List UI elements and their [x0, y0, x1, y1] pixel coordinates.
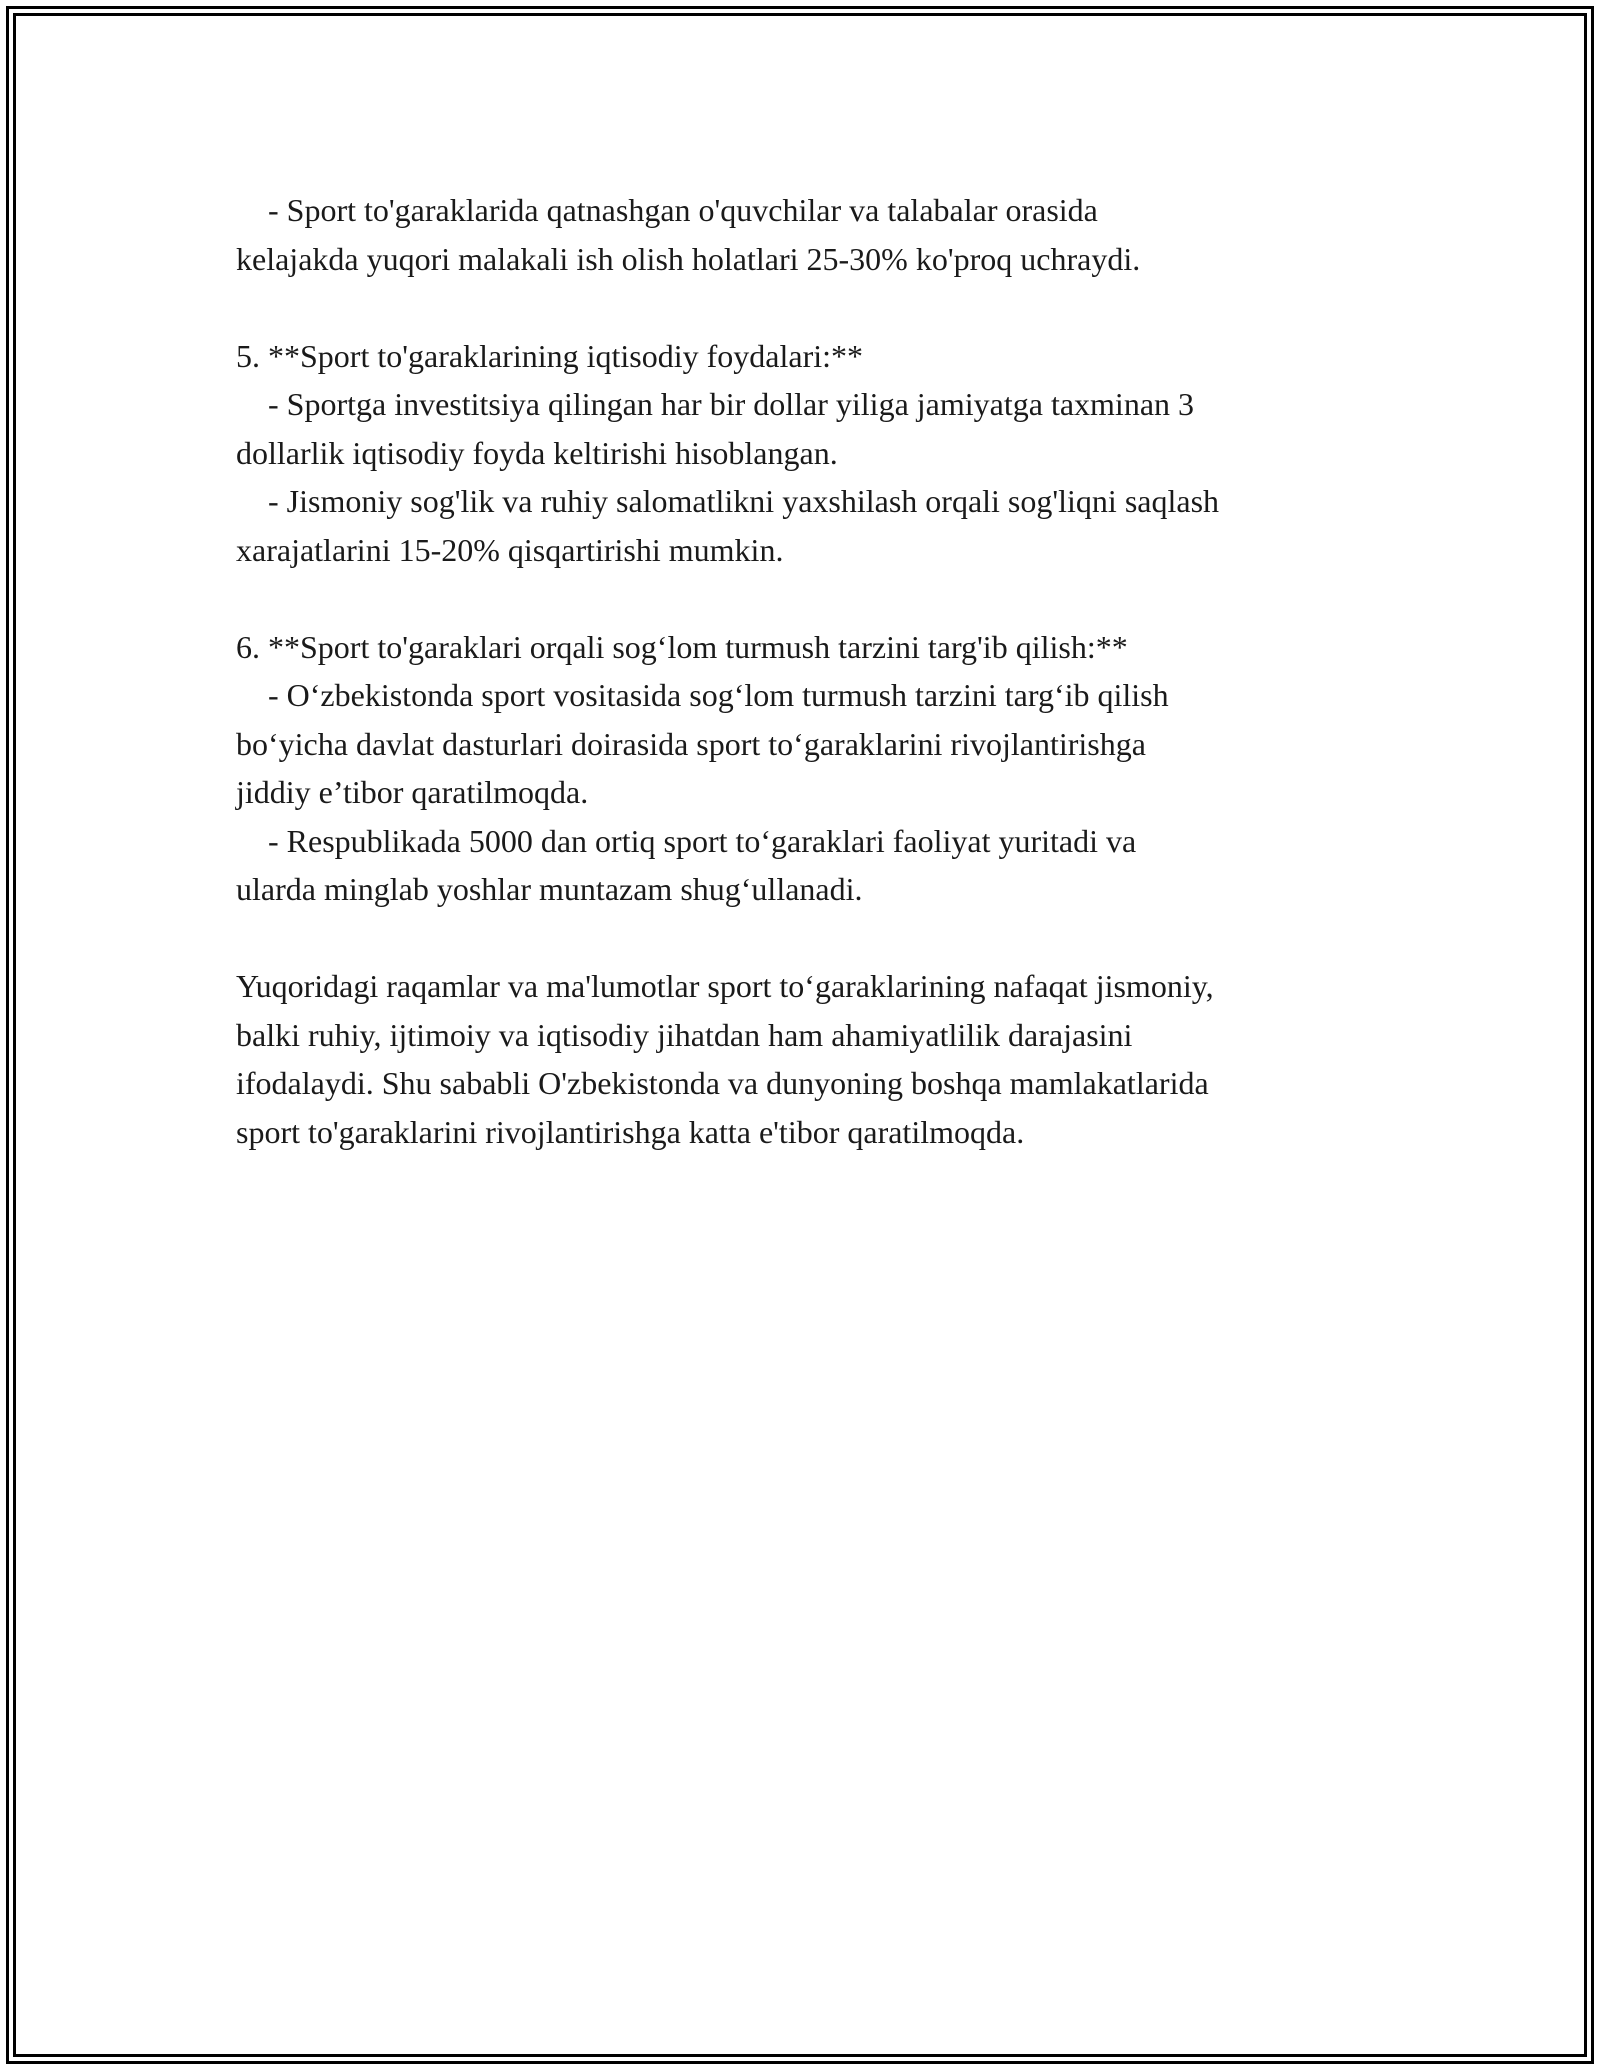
text-line: - O‘zbekistonda sport vositasida sog‘lom turmush tarzini targ‘ib qilish	[236, 677, 1169, 713]
text-line: xarajatlarini 15-20% qisqartirishi mumkin.	[236, 531, 784, 568]
document-body	[236, 186, 1396, 1156]
text-line: balki ruhiy, ijtimoiy va iqtisodiy jihatdan ham ahamiyatlilik darajasini	[236, 1016, 1133, 1053]
text-line: kelajakda yuqori malakali ish olish holatlari 25-30% ko'proq uchraydi.	[236, 240, 1141, 277]
section-healthy-lifestyle	[236, 623, 1396, 914]
section-economic-benefits	[236, 332, 1396, 575]
text-line: dollarlik iqtisodiy foyda keltirishi hisoblangan.	[236, 434, 838, 471]
paragraph-spacer	[236, 574, 1396, 623]
section-heading: 5. **Sport to'garaklarining iqtisodiy foydalari:**	[236, 337, 863, 374]
text-line: - Respublikada 5000 dan ortiq sport to‘garaklari faoliyat yuritadi va	[236, 822, 1137, 859]
text-line: ifodalaydi. Shu sababli O'zbekistonda va dunyoning boshqa mamlakatlarida	[236, 1065, 1209, 1101]
text-line: - Sport to'garaklarida qatnashgan o'quvchilar va talabalar orasida	[236, 192, 1098, 228]
text-line: - Sportga investitsiya qilingan har bir dollar yiliga jamiyatga taxminan 3	[236, 386, 1195, 422]
text-line: jiddiy e’tibor qaratilmoqda.	[236, 774, 589, 810]
text-line: Yuqoridagi raqamlar va ma'lumotlar sport to‘garaklarining nafaqat jismoniy,	[236, 968, 1214, 1004]
text-line: sport to'garaklarini rivojlantirishga katta e'tibor qaratilmoqda.	[236, 1113, 1025, 1150]
paragraph-conclusion	[236, 962, 1396, 1156]
section-heading: 6. **Sport to'garaklari orqali sog‘lom turmush tarzini targ'ib qilish:**	[236, 628, 1128, 665]
text-line: ularda minglab yoshlar muntazam shug‘ullanadi.	[236, 871, 863, 907]
text-line: - Jismoniy sog'lik va ruhiy salomatlikni yaxshilash orqali sog'liqni saqlash	[236, 483, 1220, 519]
paragraph-spacer	[236, 914, 1396, 963]
paragraph-career-benefits	[236, 186, 1396, 283]
text-line: bo‘yicha davlat dasturlari doirasida sport to‘garaklarini rivojlantirishga	[236, 725, 1146, 762]
paragraph-spacer	[236, 283, 1396, 332]
